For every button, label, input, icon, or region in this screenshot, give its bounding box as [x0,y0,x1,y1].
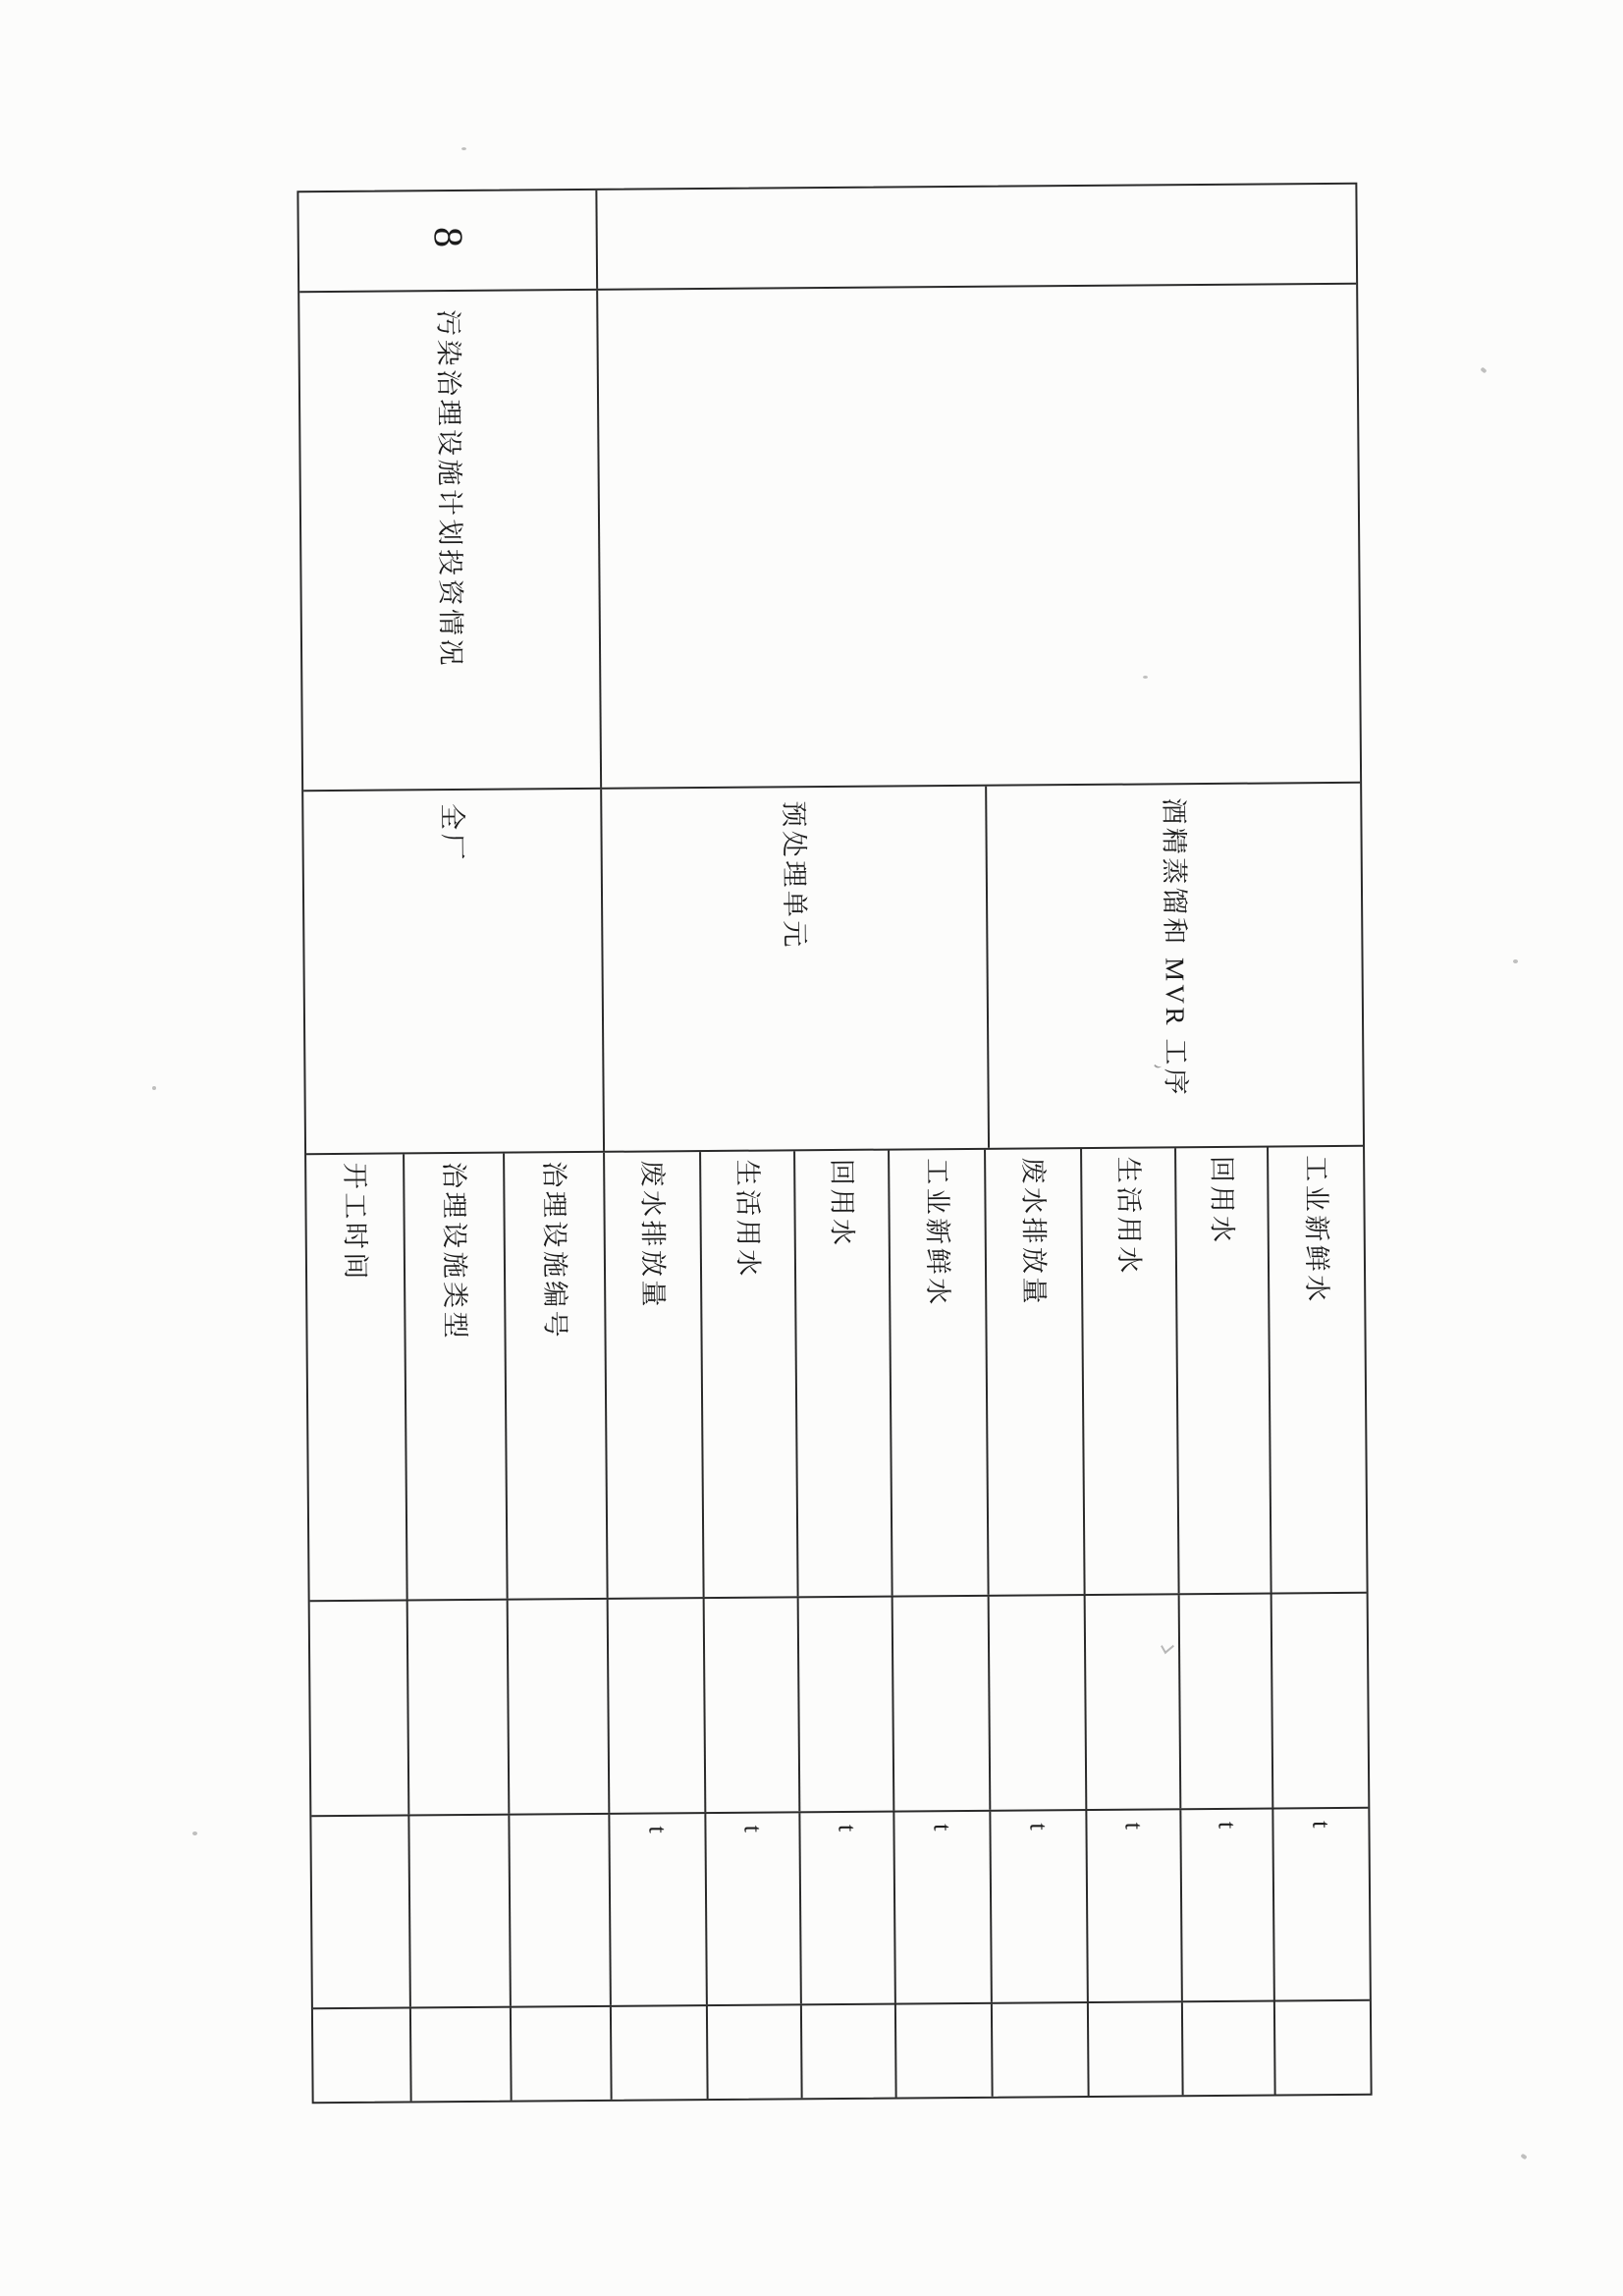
scan-speck [1520,2154,1527,2160]
unit-cell [706,1813,802,2004]
unit-cell [409,1816,512,2007]
field-header-cell [890,1150,990,1596]
scan-speck [1143,676,1148,679]
value-cell [609,1599,707,1813]
scan-speck [461,147,466,150]
value-cell [1086,1595,1182,1809]
scan-speck [1480,367,1487,374]
field-label: 治理设施类型 [439,1161,470,1342]
table-row-section [299,285,1360,792]
field-header-cell [306,1154,408,1600]
unit-group-cell [987,784,1363,1148]
value-cell [993,2003,1090,2097]
field-header-cell [405,1154,509,1600]
value-cell [1183,2002,1276,2096]
unit-label: t [738,1825,768,1833]
unit-group-cell [303,790,605,1153]
field-label: 回用水 [1207,1155,1237,1246]
field-header-cell [795,1151,893,1597]
row-number-cell [298,191,598,291]
value-cell [1275,2001,1371,2095]
unit-cell [1087,1810,1183,2001]
empty-cell [597,185,1356,289]
unit-group-cell [602,787,990,1151]
unit-cell [1273,1809,1370,2000]
scan-speck [152,1086,156,1090]
unit-cell [1181,1810,1275,2001]
table-row-units [311,1809,1370,2009]
section-title-cell [299,291,602,790]
table-row-unit-groups [303,784,1363,1155]
table-row-field-headers [306,1147,1367,1602]
scan-speck [1513,959,1518,963]
field-header-cell [1269,1147,1367,1593]
unit-group-label: 酒精蒸馏和 MVR 工序 [1159,797,1191,1099]
value-cell [1180,1595,1274,1809]
field-header-cell [701,1151,799,1597]
value-cell [1272,1594,1369,1808]
table-row-bottom-empty [313,2001,1371,2102]
unit-cell [311,1816,411,2007]
value-cell [313,2008,412,2102]
field-label: 生活用水 [732,1159,764,1280]
investment-table [297,183,1372,2104]
value-cell [990,1596,1088,1810]
table-row-index [298,185,1356,293]
row-number: 8 [424,226,470,248]
unit-cell [510,1815,612,2006]
unit-label: t [1119,1822,1149,1830]
field-header-cell [505,1153,609,1599]
empty-cell [598,285,1360,788]
field-label: 废水排放量 [637,1160,669,1311]
unit-cell [800,1813,896,2004]
unit-label: t [1213,1821,1242,1830]
unit-group-label: 全厂 [437,802,467,864]
value-cell [512,2007,613,2101]
field-header-cell [986,1149,1086,1595]
field-header-cell [1082,1148,1180,1594]
section-title: 污染治理设施计划投资情况 [433,308,466,670]
value-cell [705,1598,801,1812]
unit-cell [610,1814,708,2005]
unit-label: t [1024,1823,1054,1831]
field-label: 工业新鲜水 [1301,1155,1332,1305]
value-cell [408,1601,511,1815]
value-cell [612,2006,709,2100]
field-label: 废水排放量 [1018,1157,1050,1308]
field-header-cell [1176,1148,1272,1594]
field-label: 工业新鲜水 [922,1158,953,1308]
field-label: 回用水 [827,1158,857,1249]
value-cell [310,1601,410,1815]
value-cell [708,2005,803,2099]
unit-cell [894,1812,993,2003]
value-cell [799,1598,895,1812]
value-cell [411,2008,513,2102]
field-label: 治理设施编号 [539,1161,570,1341]
unit-label: t [1307,1821,1336,1829]
unit-label: t [928,1824,957,1831]
value-cell [893,1597,992,1811]
unit-group-label: 预处理单元 [779,800,810,951]
field-label: 开工时间 [340,1162,371,1283]
value-cell [802,2005,897,2099]
field-label: 生活用水 [1113,1156,1145,1277]
unit-cell [991,1811,1089,2002]
field-header-cell [605,1152,705,1598]
value-cell [896,2004,994,2098]
value-cell [509,1600,611,1814]
unit-label: t [833,1824,862,1832]
unit-label: t [643,1826,673,1833]
scan-speck [192,1831,197,1835]
value-cell [1089,2002,1184,2096]
table-row-values-empty [310,1594,1369,1817]
